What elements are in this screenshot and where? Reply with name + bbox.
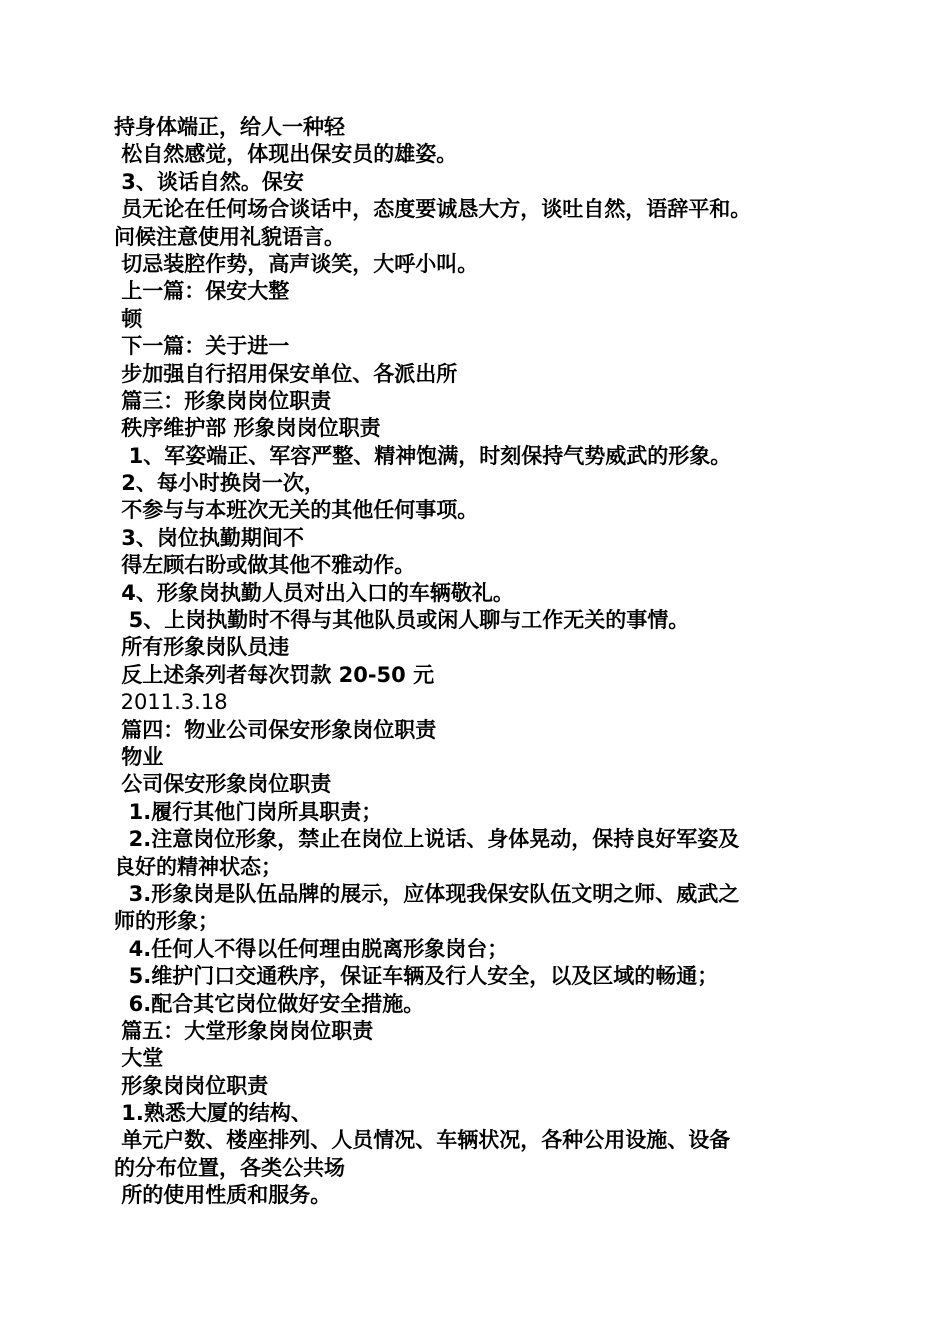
text-line: 3.形象岗是队伍品牌的展示，应体现我保安队伍文明之师、威武之 — [114, 881, 740, 906]
text-line: 1.熟悉大厦的结构、 — [114, 1101, 312, 1126]
text-line: 4、形象岗执勤人员对出入口的车辆敬礼。 — [114, 580, 514, 605]
text-line: 秩序维护部 形象岗岗位职责 — [114, 416, 381, 441]
text-line: 所有形象岗队员违 — [114, 635, 290, 660]
text-line: 的分布位置，各类公共场 — [114, 1155, 345, 1180]
section-heading: 篇三：形象岗岗位职责 — [114, 388, 332, 413]
text-line: 1.履行其他门岗所具职责； — [114, 799, 383, 824]
text-line: 不参与与本班次无关的其他任何事项。 — [114, 498, 479, 523]
text-line: 2.注意岗位形象，禁止在岗位上说话、身体晃动，保持良好军姿及 — [114, 827, 740, 852]
text-line: 6.配合其它岗位做好安全措施。 — [114, 991, 425, 1016]
text-line: 3、谈话自然。保安 — [114, 169, 304, 194]
text-line: 持身体端正，给人一种轻 — [114, 115, 345, 139]
text-line: 单元户数、楼座排列、人员情况、车辆状况，各种公用设施、设备 — [114, 1128, 731, 1153]
text-line: 大堂 — [114, 1046, 164, 1071]
text-line: 下一篇：关于进一 — [114, 334, 290, 359]
text-line: 物业 — [114, 744, 164, 769]
text-line: 3、岗位执勤期间不 — [114, 525, 304, 550]
text-line: 顿 — [114, 306, 143, 331]
text-line: 所的使用性质和服务。 — [114, 1183, 332, 1208]
text-line: 形象岗岗位职责 — [114, 1073, 269, 1098]
text-line: 5、上岗执勤时不得与其他队员或闲人聊与工作无关的事情。 — [114, 608, 690, 633]
text-line: 问候注意使用礼貌语言。 — [114, 224, 345, 249]
text-line: 2、每小时换岗一次， — [114, 471, 325, 496]
text-line: 公司保安形象岗位职责 — [114, 772, 332, 797]
section-heading: 篇五：大堂形象岗岗位职责 — [114, 1018, 374, 1043]
text-line: 1、军姿端正、军容严整、精神饱满，时刻保持气势威武的形象。 — [114, 443, 732, 468]
text-line: 松自然感觉，体现出保安员的雄姿。 — [114, 142, 458, 167]
section-heading: 篇四：物业公司保安形象岗位职责 — [114, 717, 437, 742]
text-line: 4.任何人不得以任何理由脱离形象岗台； — [114, 936, 509, 961]
document-body — [114, 114, 834, 1210]
text-line: 上一篇：保安大整 — [114, 279, 290, 304]
text-line: 良好的精神状态； — [114, 854, 282, 879]
text-line: 员无论在任何场合谈话中，态度要诚恳大方，谈吐自然，语辞平和。 — [114, 197, 752, 222]
text-line: 反上述条列者每次罚款 20-50 元 — [114, 662, 435, 687]
text-line: 得左顾右盼或做其他不雅动作。 — [114, 553, 416, 578]
date-line: 2011.3.18 — [114, 690, 228, 715]
text-line: 师的形象； — [114, 909, 219, 934]
text-line: 5.维护门口交通秩序，保证车辆及行人安全，以及区域的畅通； — [114, 964, 719, 989]
text-line: 切忌装腔作势，高声谈笑，大呼小叫。 — [114, 251, 479, 276]
text-line: 步加强自行招用保安单位、各派出所 — [114, 361, 458, 386]
